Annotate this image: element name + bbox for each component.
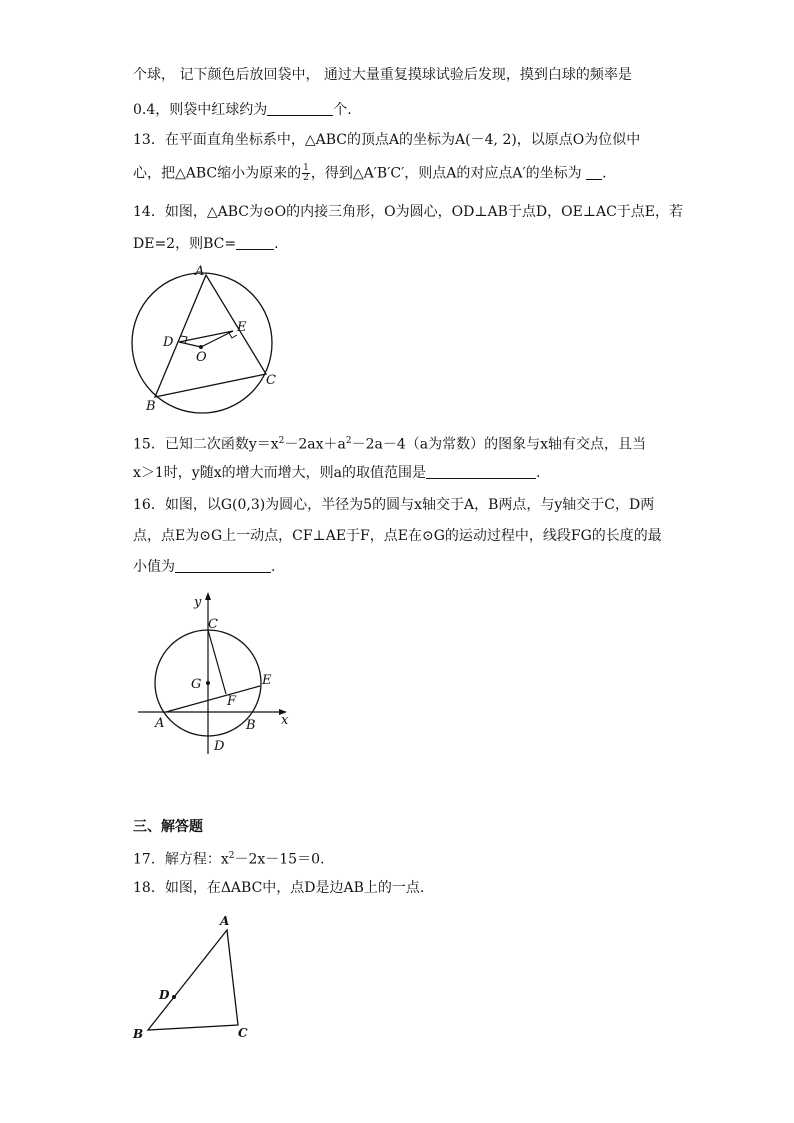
p17-sup: 2 [228, 851, 235, 861]
p16-text-b: . [271, 559, 276, 575]
triangle-abc-18 [148, 930, 238, 1030]
label-f: F [227, 694, 237, 709]
label-d: D [214, 739, 225, 754]
label-e: E [237, 320, 247, 335]
label-e: E [262, 673, 272, 688]
p14-text-b: . [274, 236, 279, 252]
label-x: x [281, 713, 289, 728]
label-c: C [208, 617, 218, 632]
label-y: y [194, 595, 202, 610]
p12-line-1: 个球， 记下颜色后放回袋中， 通过大量重复摸球试验后发现，摸到白球的频率是 [133, 67, 632, 83]
label-d: D [159, 988, 170, 1002]
label-a: A [195, 264, 205, 279]
p13-line-1: 13．在平面直角坐标系中，△ABC的顶点A的坐标为A(－4, 2)，以原点O为位似中 [133, 132, 641, 148]
p14-line-1: 14．如图，△ABC为⊙O的内接三角形，O为圆心，OD⊥AB于点D，OE⊥AC于点E，若 [133, 204, 684, 220]
label-b: B [133, 1027, 144, 1041]
p16-line-1: 16．如图，以G(0,3)为圆心，半径为5的圆与x轴交于A，B两点，与y轴交于C，D两 [133, 497, 655, 513]
section-title-3: 三、解答题 [133, 819, 203, 835]
p18-line: 18．如图，在ΔABC中，点D是边AB上的一点. [133, 880, 425, 896]
label-b: B [146, 399, 156, 414]
p16-text-a: 小值为 [133, 559, 175, 575]
fraction-one-half: $\frac{1}{2}$ [303, 163, 309, 183]
label-b: B [246, 718, 256, 733]
p17-text-a: 17．解方程：x [133, 851, 229, 868]
label-g: G [191, 677, 202, 692]
p15-text-a: 15．已知二次函数y＝x [133, 436, 279, 453]
p15-text-d: x＞1时，y随x的增大而增大，则a的取值范围是 [133, 465, 426, 481]
p15-text-b: －2ax＋a [284, 436, 346, 453]
p13-text-c: . [602, 165, 607, 182]
label-d: D [163, 335, 174, 350]
p16-line-2: 点，点E为⊙G上一动点，CF⊥AE于F，点E在⊙G的运动过程中，线段FG的长度的最 [133, 528, 662, 544]
p15-text-e: . [535, 465, 541, 481]
p15-text-c: －2a－4（a为常数）的图象与x轴有交点，且当 [351, 436, 646, 453]
p13-text-b: ，得到△A′B′C′，则点A的对应点A′的坐标为 [310, 165, 582, 182]
label-c: C [266, 373, 276, 388]
p12-text-b: 个. [333, 102, 352, 118]
label-a: A [155, 716, 165, 731]
p14-text-a: DE=2，则BC= [133, 236, 237, 252]
label-a: A [220, 914, 230, 928]
label-o: O [196, 350, 207, 365]
p13-text-a: 心，把△ABC缩小为原来的 [133, 165, 302, 182]
label-c: C [238, 1026, 248, 1040]
p12-text-a: 0.4，则袋中红球约为 [133, 102, 268, 118]
p15-sup-2: 2 [345, 436, 352, 446]
point-d [172, 995, 176, 999]
p17-text-b: －2x－15＝0. [234, 851, 325, 868]
p15-sup-1: 2 [278, 436, 285, 446]
